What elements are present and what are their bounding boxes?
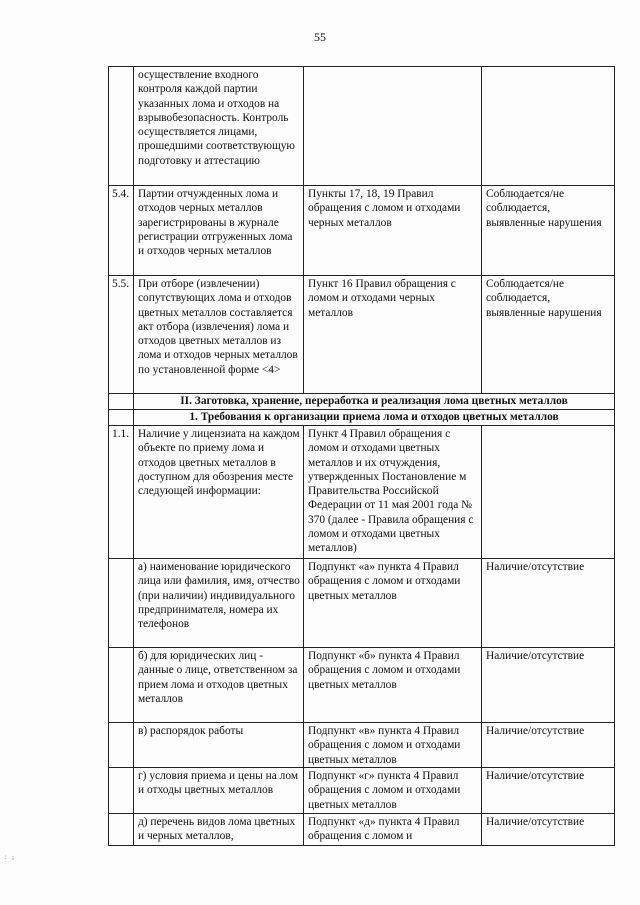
legal-reference-cell: Пункт 16 Правил обращения с ломом и отходами черных металлов bbox=[304, 276, 482, 394]
legal-reference-cell: Подпункт «б» пункта 4 Правил обращения с ломом и отходами цветных металлов bbox=[304, 648, 482, 723]
table-row bbox=[109, 768, 615, 814]
row-number bbox=[109, 559, 134, 648]
compliance-status-cell: Наличие/отсутствие bbox=[482, 559, 615, 648]
legal-reference-cell: Подпункт «г» пункта 4 Правил обращения с ломом и отходами цветных металлов bbox=[304, 768, 482, 814]
subsection-heading: 1. Требования к организации приема лома и отходов цветных металлов bbox=[134, 410, 615, 426]
row-number: 5.4. bbox=[109, 186, 134, 276]
requirement-cell: Партии отчужденных лома и отходов черных металлов зарегистрированы в журнале регистрации отгруженных лома и отходов черных металлов bbox=[134, 186, 304, 276]
table-row bbox=[109, 276, 615, 394]
row-number bbox=[109, 768, 134, 814]
section-row bbox=[109, 410, 615, 426]
compliance-status-cell: Наличие/отсутствие bbox=[482, 814, 615, 846]
row-number: 5.5. bbox=[109, 276, 134, 394]
requirement-cell: а) наименование юридического лица или фамилия, имя, отчество (при наличии) индивидуального предпринимателя, номера их телефонов bbox=[134, 559, 304, 648]
table-row bbox=[109, 814, 615, 846]
legal-reference-cell: Пункт 4 Правил обращения с ломом и отходами цветных металлов и их отчуждения, утвержденных Постановление м Правительства Российской Федерации от 11 мая 2001 года № 370 (далее - Правила обращения с ломом и отходами цветных металлов) bbox=[304, 426, 482, 559]
requirement-cell: в) распорядок работы bbox=[134, 723, 304, 768]
inspection-table bbox=[108, 66, 615, 846]
compliance-status-cell: Наличие/отсутствие bbox=[482, 768, 615, 814]
compliance-status-cell: Соблюдается/не соблюдается, выявленные нарушения bbox=[482, 186, 615, 276]
legal-reference-cell: Пункты 17, 18, 19 Правил обращения с ломом и отходами черных металлов bbox=[304, 186, 482, 276]
row-number bbox=[109, 814, 134, 846]
table-row bbox=[109, 648, 615, 723]
requirement-cell: г) условия приема и цены на лом и отходы цветных металлов bbox=[134, 768, 304, 814]
section-number-cell bbox=[109, 410, 134, 426]
page-number: 55 bbox=[314, 30, 326, 44]
row-number: 1.1. bbox=[109, 426, 134, 559]
compliance-status-cell bbox=[482, 426, 615, 559]
table-row bbox=[109, 186, 615, 276]
table-row bbox=[109, 426, 615, 559]
row-number bbox=[109, 67, 134, 186]
section-number-cell bbox=[109, 394, 134, 410]
legal-reference-cell: Подпункт «в» пункта 4 Правил обращения с ломом и отходами цветных металлов bbox=[304, 723, 482, 768]
row-number bbox=[109, 648, 134, 723]
table-row bbox=[109, 559, 615, 648]
legal-reference-cell: Подпункт «а» пункта 4 Правил обращения с ломом и отходами цветных металлов bbox=[304, 559, 482, 648]
table-row bbox=[109, 723, 615, 768]
row-number bbox=[109, 723, 134, 768]
table-row bbox=[109, 67, 615, 186]
compliance-status-cell bbox=[482, 67, 615, 186]
section-heading: II. Заготовка, хранение, переработка и реализация лома цветных металлов bbox=[134, 394, 615, 410]
compliance-status-cell: Соблюдается/не соблюдается, выявленные нарушения bbox=[482, 276, 615, 394]
legal-reference-cell: Подпункт «д» пункта 4 Правил обращения с ломом и bbox=[304, 814, 482, 846]
requirement-cell: б) для юридических лиц - данные о лице, ответственном за прием лома и отходов цветных металлов bbox=[134, 648, 304, 723]
requirement-cell: осуществление входного контроля каждой партии указанных лома и отходов на взрывобезопасность. Контроль осуществляется лицами, прошедшими соответствующую подготовку и аттестацию bbox=[134, 67, 304, 186]
legal-reference-cell bbox=[304, 67, 482, 186]
requirement-cell: Наличие у лицензиата на каждом объекте по приему лома и отходов цветных металлов в доступном для обозрения месте следующей информации: bbox=[134, 426, 304, 559]
compliance-status-cell: Наличие/отсутствие bbox=[482, 723, 615, 768]
compliance-status-cell: Наличие/отсутствие bbox=[482, 648, 615, 723]
requirement-cell: д) перечень видов лома цветных и черных металлов, bbox=[134, 814, 304, 846]
scan-margin-marks: : ; bbox=[4, 854, 15, 861]
requirement-cell: При отборе (извлечении) сопутствующих лома и отходов цветных металлов составляется акт отбора (извлечения) лома и отходов цветных металлов из лома и отходов черных металлов по установленной форме <4> bbox=[134, 276, 304, 394]
section-row bbox=[109, 394, 615, 410]
